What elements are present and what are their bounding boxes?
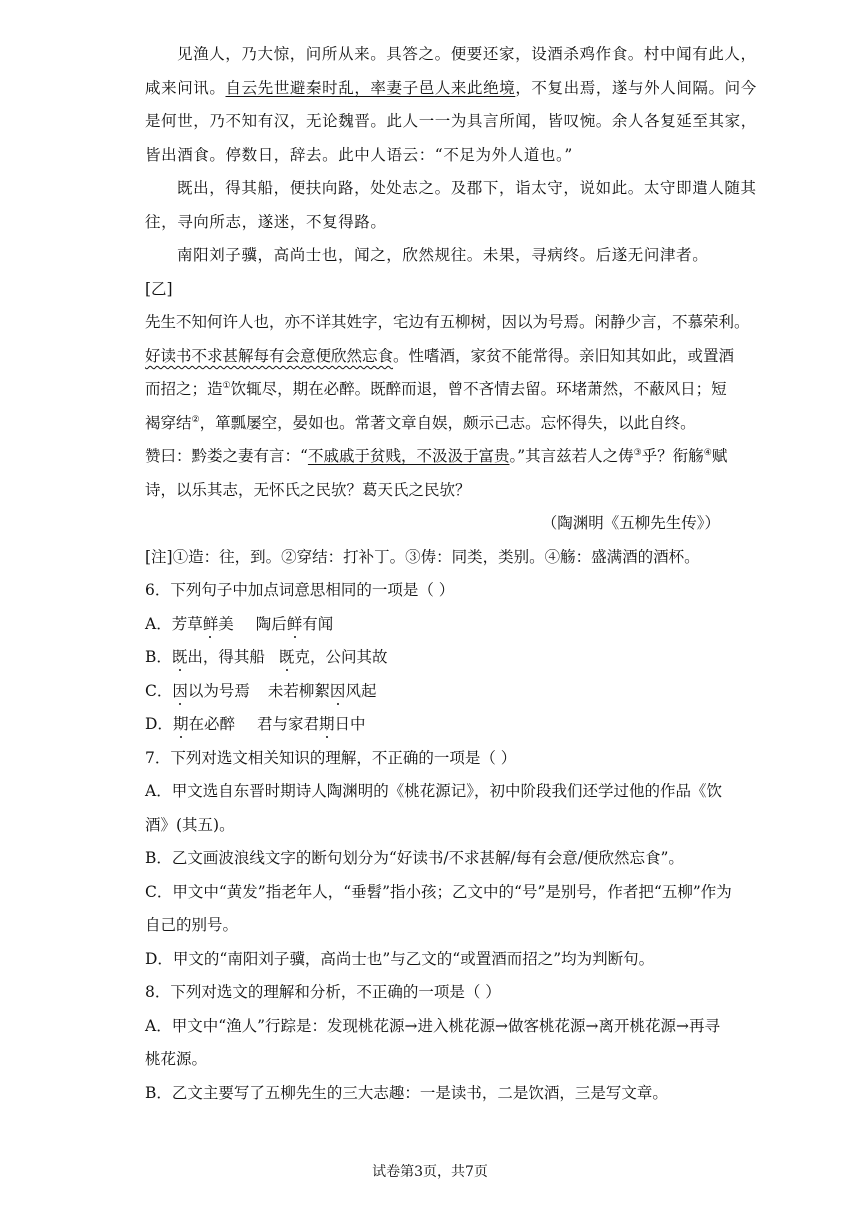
passage-jia-line: 皆出酒食。停数日，辞去。此中人语云：“不足为外人道也。” [145,146,573,164]
dotted-char: 鲜 [286,615,303,633]
dotted-char: 既 [278,648,295,666]
question-6-option-d: D．期在必醉 君与家君期日中 [145,715,366,733]
question-6-option-b: B．既出，得其船 既克，公问其故 [145,648,388,666]
underlined-sentence: 自云先世避秦时乱，率妻子邑人来此绝境 [225,79,516,97]
question-7-option-d: D．甲文的“南阳刘子骥，高尚士也”与乙文的“或置酒而招之”均为判断句。 [145,950,655,968]
footnote-marker: ① [222,380,231,391]
question-8-option-a: A．甲文中“渔人”行踪是：发现桃花源→进入桃花源→做客桃花源→离开桃花源→再寻 [145,1017,720,1035]
passage-yi-label: [乙] [145,280,173,298]
passage-yi-line: 赞曰：黔娄之妻有言：“不戚戚于贫贱，不汲汲于富贵。”其言兹若人之俦③乎？衔觞④赋 [145,447,728,465]
question-8-option-b: B．乙文主要写了五柳先生的三大志趣：一是读书，二是饮酒，三是写文章。 [145,1084,668,1102]
footnote-marker: ④ [703,447,712,458]
question-8-option-a-cont: 桃花源。 [145,1050,208,1068]
annotation-notes: [注]①造：往，到。②穿结：打补丁。③俦：同类，类别。④觞：盛满酒的酒杯。 [145,548,700,566]
wavy-underlined-text: 好读书不求甚解每有会意便欣然忘食 [145,347,394,365]
passage-jia-line: 往，寻向所志，遂迷，不复得路。 [145,213,387,231]
passage-jia-line: 见渔人，乃大惊，问所从来。具答之。便要还家，设酒杀鸡作食。村中闻有此人， [177,45,757,63]
question-7-option-a-cont: 酒》(其五)。 [145,816,235,834]
passage-source: （陶渊明《五柳先生传》） [541,514,720,532]
question-7-option-c: C．甲文中“黄发”指老年人，“垂髫”指小孩；乙文中的“号”是别号，作者把“五柳”作为 [145,883,732,901]
passage-yi-line: 诗，以乐其志，无怀氏之民欤？葛天氏之民欤？ [145,481,471,499]
dotted-char: 期 [172,715,189,733]
passage-jia-line: 是何世，乃不知有汉，无论魏晋。此人一一为具言所闻，皆叹惋。余人各复延至其家， [145,112,757,130]
passage-jia-line: 咸来问讯。自云先世避秦时乱，率妻子邑人来此绝境，不复出焉，遂与外人间隔。问今 [145,79,757,97]
passage-yi-line: 先生不知何许人也，亦不详其姓字，宅边有五柳树，因以为号焉。闲静少言，不慕荣利。 [145,313,750,331]
passage-yi-line: 好读书不求甚解每有会意便欣然忘食。性嗜酒，家贫不能常得。亲旧知其如此，或置酒 [145,347,735,365]
dotted-char: 期 [318,715,335,733]
passage-yi-line: 褐穿结②，箪瓢屡空，晏如也。常著文章自娱，颇示己志。忘怀得失，以此自终。 [145,414,696,432]
footnote-marker: ③ [633,447,642,458]
question-6-stem: 6．下列句子中加点词意思相同的一项是（ ） [145,581,455,599]
dotted-char: 因 [329,682,346,700]
underlined-sentence: 不戚戚于贫贱，不汲汲于富贵 [307,447,510,465]
question-6-option-c: C．因以为号焉 未若柳絮因风起 [145,682,377,700]
footnote-marker: ② [191,414,200,425]
question-8-stem: 8．下列对选文的理解和分析，不正确的一项是（ ） [145,983,501,1001]
passage-jia-line: 既出，得其船，便扶向路，处处志之。及郡下，诣太守，说如此。太守即遣人随其 [177,179,757,197]
dotted-char: 既 [171,648,188,666]
question-7-option-a: A．甲文选自东晋时期诗人陶渊明的《桃花源记》，初中阶段我们还学过他的作品《饮 [145,782,722,800]
question-7-option-b: B．乙文画波浪线文字的断句划分为“好读书/不求甚解/每有会意/便欣然忘食”。 [145,849,684,867]
question-6-option-a: A．芳草鲜美 陶后鲜有闻 [145,615,334,633]
dotted-char: 因 [172,682,188,700]
question-7-option-c-cont: 自己的别号。 [145,916,239,934]
passage-yi-line: 而招之；造①饮辄尽，期在必醉。既醉而退，曾不吝情去留。环堵萧然，不蔽风日；短 [145,380,727,398]
page-footer: 试卷第3页，共7页 [372,1164,488,1180]
dotted-char: 鲜 [202,615,219,633]
question-7-stem: 7．下列对选文相关知识的理解，不正确的一项是（ ） [145,749,517,767]
passage-jia-line: 南阳刘子骥，高尚士也，闻之，欣然规往。未果，寻病终。后遂无问津者。 [177,246,709,264]
